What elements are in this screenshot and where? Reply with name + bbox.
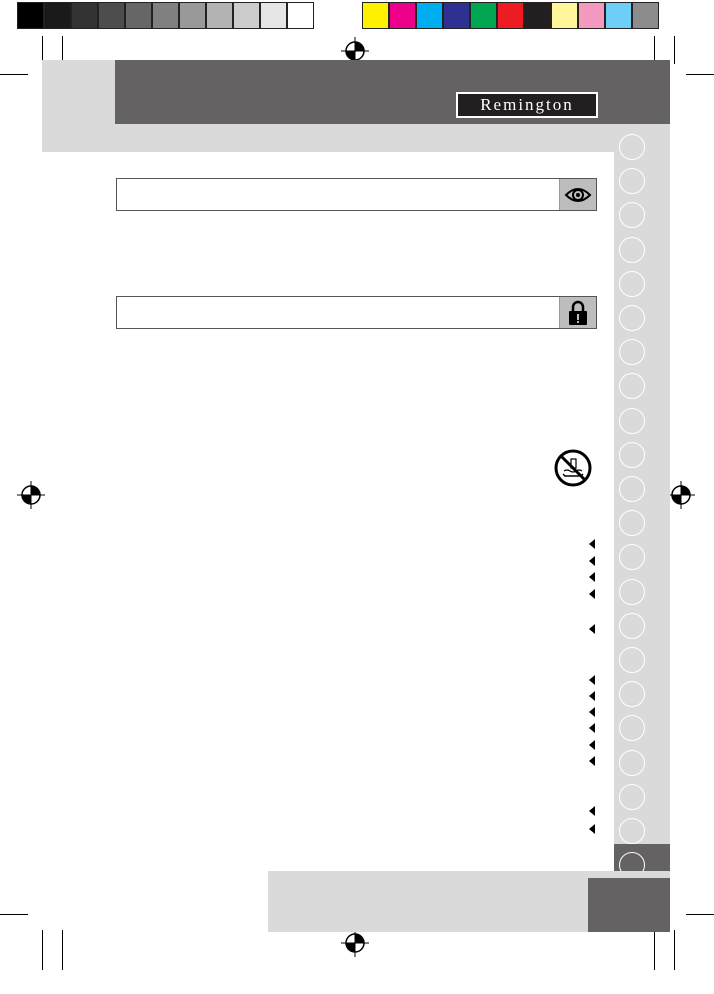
language-tab[interactable] [619, 408, 645, 434]
color-swatch [632, 2, 659, 29]
crop-mark [686, 914, 714, 915]
notice-box-safety [116, 296, 597, 329]
color-swatch [389, 2, 416, 29]
language-tab[interactable] [619, 271, 645, 297]
language-tab[interactable] [619, 339, 645, 365]
bullet-arrow [589, 572, 595, 582]
bullet-arrow [589, 691, 595, 701]
lock-icon [568, 300, 588, 326]
language-tab[interactable] [619, 750, 645, 776]
language-tab[interactable] [619, 647, 645, 673]
color-swatch [17, 2, 44, 29]
color-swatch [578, 2, 605, 29]
bullet-arrow [589, 624, 595, 634]
bullet-arrow [589, 675, 595, 685]
bullet-arrow [589, 740, 595, 750]
language-tab[interactable] [619, 818, 645, 844]
crop-mark [654, 930, 655, 970]
color-swatch [443, 2, 470, 29]
bullet-arrow [589, 806, 595, 816]
crop-mark [62, 930, 63, 970]
bullet-arrow [589, 556, 595, 566]
color-swatch [362, 2, 389, 29]
language-tab[interactable] [619, 681, 645, 707]
color-swatch [287, 2, 314, 29]
color-swatch [179, 2, 206, 29]
color-swatch [98, 2, 125, 29]
crop-mark [686, 74, 714, 75]
remington-logo [456, 92, 598, 118]
notice-box-read-instructions [116, 178, 597, 211]
language-tab[interactable] [619, 613, 645, 639]
color-swatch [233, 2, 260, 29]
crop-mark [0, 914, 28, 915]
color-swatch [44, 2, 71, 29]
logo-wordmark: Remington [458, 94, 596, 116]
bullet-arrow [589, 723, 595, 733]
color-swatch [152, 2, 179, 29]
bullet-arrow [589, 756, 595, 766]
color-swatch [605, 2, 632, 29]
registration-mark-right [667, 481, 695, 509]
language-tab[interactable] [619, 476, 645, 502]
color-swatch [416, 2, 443, 29]
crop-mark [674, 36, 675, 64]
no-water-immersion-icon [553, 448, 593, 488]
eye-icon [564, 185, 592, 205]
registration-mark-bottom [341, 929, 369, 957]
bullet-arrow [589, 589, 595, 599]
crop-mark [0, 74, 28, 75]
language-tab[interactable] [619, 237, 645, 263]
color-swatch [71, 2, 98, 29]
color-swatch [497, 2, 524, 29]
language-tab[interactable] [619, 305, 645, 331]
notice-icon-cell [559, 297, 596, 328]
language-tab[interactable] [619, 510, 645, 536]
bullet-arrow [589, 824, 595, 834]
bullet-arrow [589, 539, 595, 549]
language-tab[interactable] [619, 784, 645, 810]
page-number-box [588, 878, 670, 932]
crop-mark [42, 930, 43, 970]
language-tab[interactable] [619, 134, 645, 160]
color-swatch [470, 2, 497, 29]
color-swatch [524, 2, 551, 29]
registration-mark-left [17, 481, 45, 509]
language-tab[interactable] [619, 442, 645, 468]
language-tab[interactable] [619, 168, 645, 194]
bullet-arrow [589, 707, 595, 717]
language-tab[interactable] [619, 579, 645, 605]
notice-icon-cell [559, 179, 596, 210]
color-swatch [206, 2, 233, 29]
crop-mark [674, 930, 675, 970]
color-swatch [125, 2, 152, 29]
color-swatch [551, 2, 578, 29]
color-swatch [260, 2, 287, 29]
